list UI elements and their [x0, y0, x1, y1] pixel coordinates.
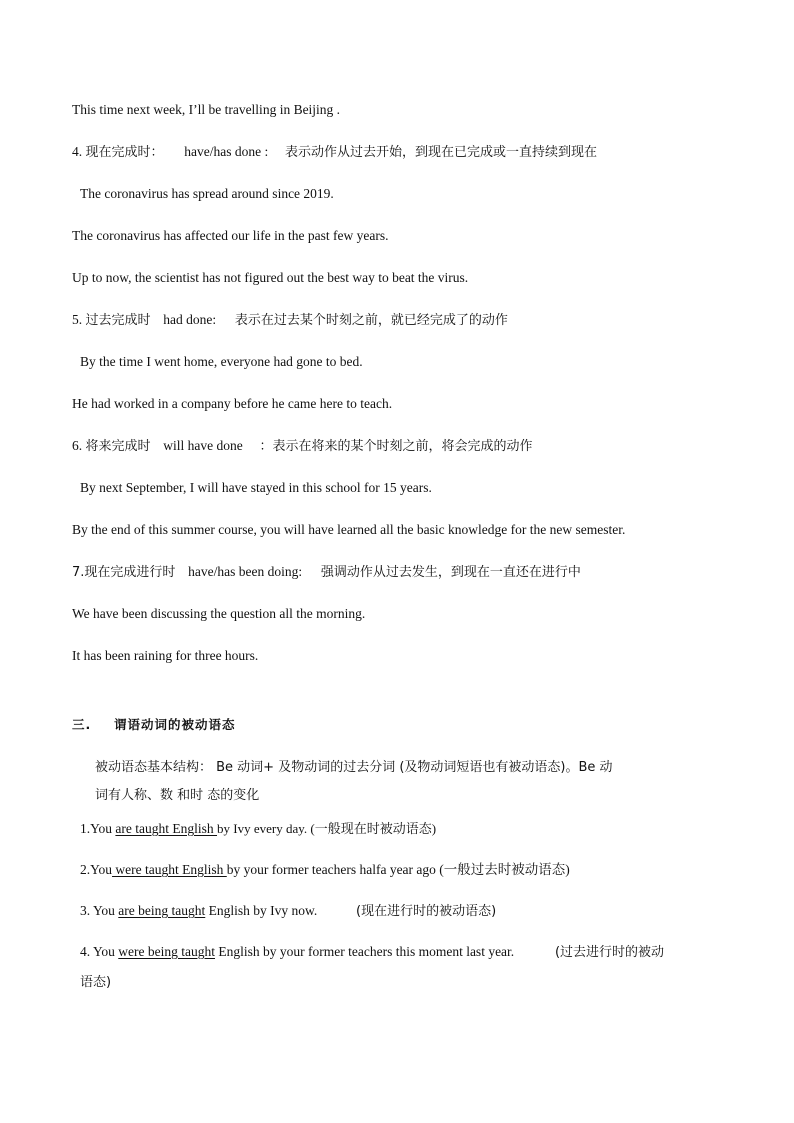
tense-note: (现在进行时的被动语态): [356, 904, 497, 919]
section-heading: [72, 715, 235, 735]
section-item-6: [72, 436, 533, 457]
example-sentence: Up to now, the scientist has not figured out the best way to beat the virus.: [72, 270, 469, 285]
example-text: 1.You: [80, 821, 116, 836]
example-sentence: The coronavirus has affected our life in the past few years.: [72, 228, 389, 243]
tense-name: 7.现在完成进行时: [72, 565, 176, 580]
example-sentence: It has been raining for three hours.: [72, 648, 259, 663]
tense-description: 表示动作从过去开始，到现在已完成或一直持续到现在: [285, 145, 598, 160]
passive-intro: [95, 752, 735, 812]
text-line: This time next week, I’ll be travelling in Beijing .: [72, 102, 341, 117]
underlined-phrase: are taught English: [115, 821, 218, 836]
passive-example-3: [80, 901, 496, 922]
example-text: 4. You: [80, 944, 119, 959]
tense-form: have/has done :: [184, 144, 269, 159]
passive-example-4-continued: 语态): [80, 975, 112, 990]
example-text: by Ivy every day. (一般现在时被动语态): [217, 821, 437, 836]
tense-name: 过去完成时: [85, 313, 151, 328]
tense-description: 强调动作从过去发生，到现在一直还在进行中: [320, 565, 581, 580]
item-number: 5.: [72, 312, 83, 327]
section-item-5: [72, 310, 508, 331]
example-text: 2.You: [80, 862, 113, 877]
example-sentence: By the time I went home, everyone had gone to bed.: [80, 354, 363, 369]
item-number: 6.: [72, 438, 83, 453]
underlined-phrase: were being taught: [118, 944, 215, 959]
example-text: 3. You: [80, 903, 119, 918]
example-sentence: We have been discussing the question all the morning.: [72, 606, 366, 621]
passive-example-1: [80, 819, 436, 839]
underlined-phrase: were taught English: [112, 862, 227, 877]
tense-name: 将来完成时: [85, 439, 151, 454]
section-item-7: [72, 562, 581, 583]
example-sentence: The coronavirus has spread around since 2019.: [80, 186, 334, 201]
section-title: 谓语动词的被动语态: [113, 717, 236, 732]
passive-example-4: [80, 942, 664, 963]
passive-example-2: [80, 860, 570, 880]
intro-line: 词有人称、数 和时 态的变化: [95, 788, 260, 803]
example-text: by your former teachers halfa year ago (一般过去时被动语态): [226, 862, 570, 877]
example-sentence: By the end of this summer course, you will have learned all the basic knowledge for the new semester.: [72, 522, 626, 537]
underlined-phrase: are being taught: [118, 903, 206, 918]
tense-description: ：表示在将来的某个时刻之前，将会完成的动作: [259, 439, 533, 454]
example-sentence: By next September, I will have stayed in this school for 15 years.: [80, 480, 432, 495]
tense-form: have/has been doing:: [188, 564, 303, 579]
tense-form: will have done: [163, 438, 243, 453]
section-item-4: [72, 142, 597, 163]
tense-description: 表示在过去某个时刻之前，就已经完成了的动作: [234, 313, 508, 328]
example-text: English by your former teachers this moment last year.: [215, 944, 515, 959]
example-sentence: He had worked in a company before he came here to teach.: [72, 396, 393, 411]
tense-form: had done:: [163, 312, 217, 327]
tense-name: 现在完成时：: [85, 145, 164, 160]
example-text: English by Ivy now.: [205, 903, 318, 918]
tense-note: (过去进行时的被动: [554, 945, 665, 960]
item-number: 4.: [72, 144, 83, 159]
intro-line: 被动语态基本结构： Be 动词+ 及物动词的过去分词 (及物动词短语也有被动语态)。Be 动: [95, 760, 613, 775]
section-number: 三.: [72, 717, 92, 732]
